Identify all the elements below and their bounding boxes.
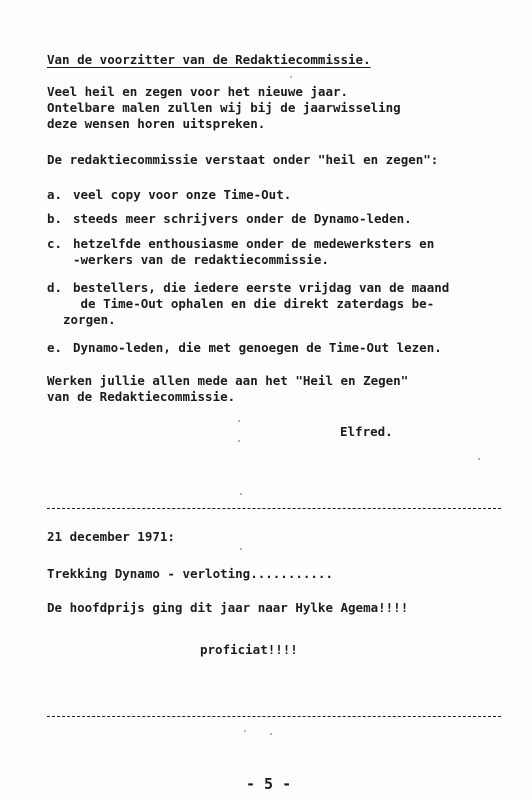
item-c-text-1: hetzelfde enthousiasme onder de medewerksters en [73,236,435,251]
scan-speck [240,493,242,495]
scan-speck [290,76,292,78]
congrats-line: proficiat!!!! [200,642,298,657]
closing-line-2: van de Redaktiecommissie. [47,389,236,404]
item-d-text-1: bestellers, die iedere eerste vrijdag van de maand [73,280,450,295]
closing-line-1: Werken jullie allen mede aan het "Heil en Zegen" [47,373,409,388]
prize-line: De hoofdprijs ging dit jaar naar Hylke Agema!!!! [47,600,409,615]
intro-line-2: Ontelbare malen zullen wij bij de jaarwisseling [47,100,401,115]
item-d-text-3: zorgen. [63,312,116,327]
article-heading: Van de voorzitter van de Redaktiecommissie. [47,52,371,67]
lottery-line: Trekking Dynamo - verloting........... [47,566,333,581]
scan-speck [238,420,240,422]
item-c-text-2: -werkers van de redaktiecommissie. [73,252,329,267]
intro-line-1: Veel heil en zegen voor het nieuwe jaar. [47,84,349,99]
scan-speck [238,440,240,442]
item-a-marker: a. [47,187,63,202]
dashed-divider-top [47,508,501,509]
understanding-line: De redaktiecommissie verstaat onder "heil en zegen": [47,152,439,167]
item-a-text: veel copy voor onze Time-Out. [73,187,292,202]
scan-speck [478,458,480,460]
item-d-marker: d. [47,280,63,295]
intro-line-3: deze wensen horen uitspreken. [47,116,266,131]
scan-speck [244,730,246,732]
item-b-text: steeds meer schrijvers onder de Dynamo-leden. [73,211,412,226]
date-line: 21 december 1971: [47,529,175,544]
scan-speck [240,548,242,550]
dashed-divider-bottom [47,716,501,717]
signature: Elfred. [340,424,393,439]
item-e-text: Dynamo-leden, die met genoegen de Time-Out lezen. [73,340,442,355]
scan-speck [270,733,272,735]
item-e-marker: e. [47,340,63,355]
item-b-marker: b. [47,211,63,226]
page-number: - 5 - [246,775,292,793]
item-c-marker: c. [47,236,63,251]
item-d-text-2: de Time-Out ophalen en die direkt zaterdags be- [73,296,435,311]
